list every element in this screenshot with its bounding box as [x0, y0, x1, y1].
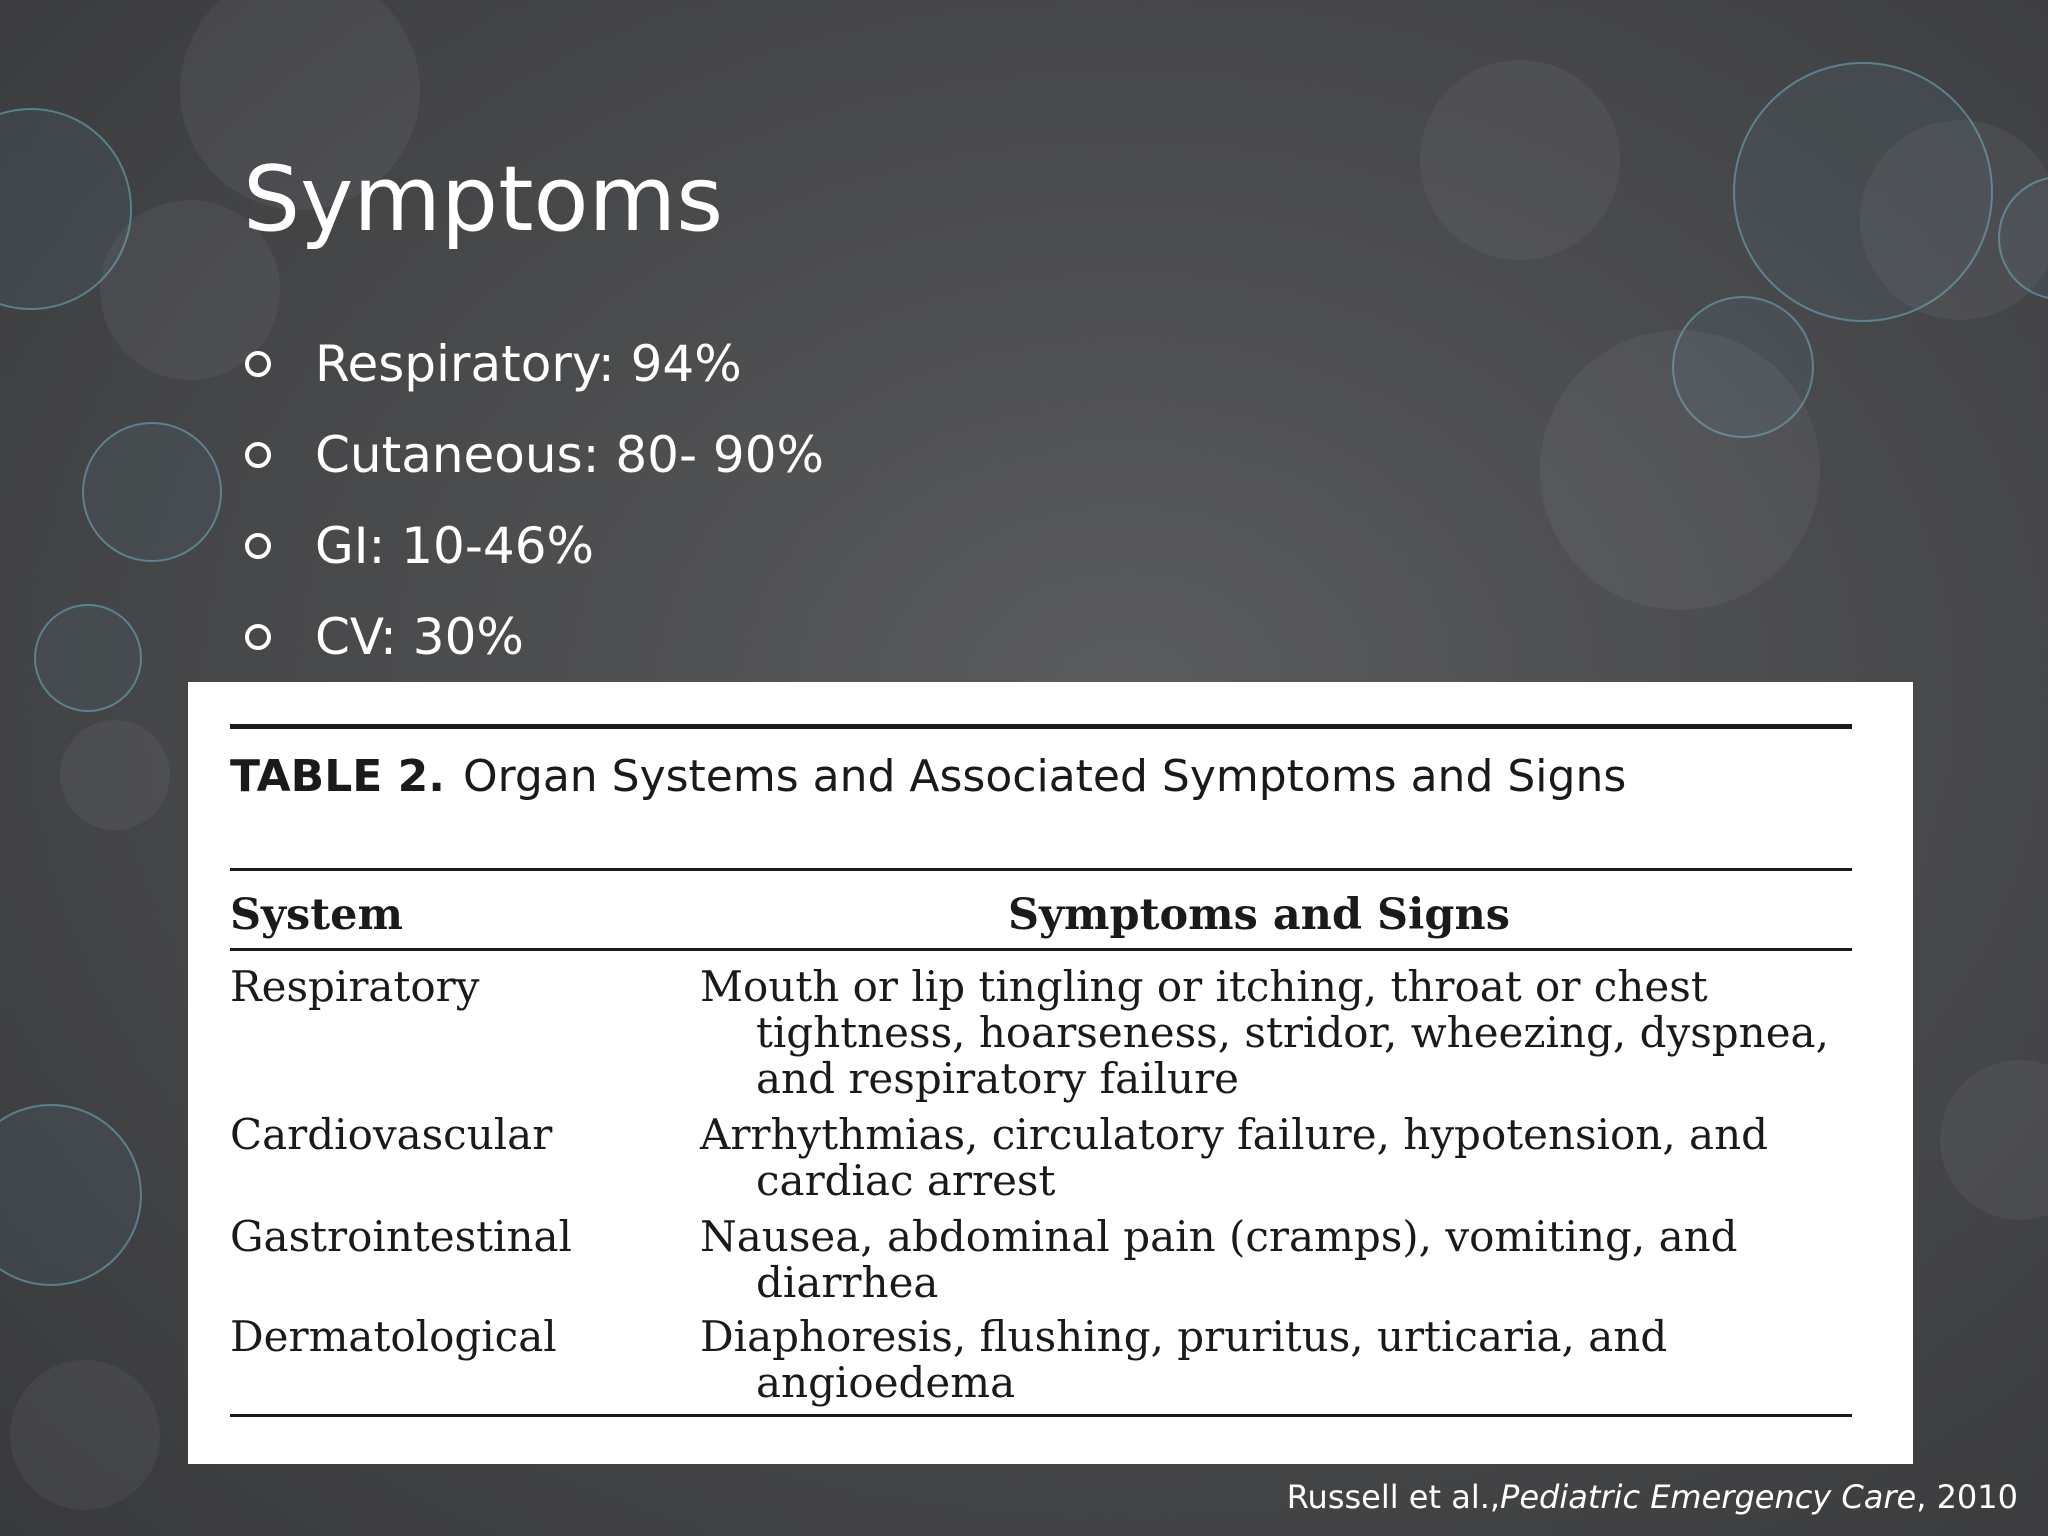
table-caption-text: Organ Systems and Associated Symptoms and Signs	[462, 751, 1627, 802]
row-symptoms: Mouth or lip tingling or itching, throat or chest tightness, hoarseness, stridor, wheezing, dyspnea, and respiratory failure	[700, 962, 1829, 1103]
hollow-circle-bullet-icon	[245, 442, 271, 468]
table-caption-label: TABLE 2.	[230, 751, 445, 802]
symptom-bullet-list	[245, 318, 824, 682]
bullet-text: CV: 30%	[315, 607, 524, 666]
citation-journal: Pediatric Emergency Care	[1500, 1478, 1917, 1516]
organ-systems-table-image	[188, 682, 1913, 1464]
column-header-symptoms: Symptoms and Signs	[1008, 890, 1510, 940]
table-header-rule	[230, 948, 1852, 951]
bullet-cv	[245, 591, 824, 682]
row-system: Respiratory	[230, 962, 480, 1011]
row-symptoms: Diaphoresis, flushing, pruritus, urticaria, and angioedema	[700, 1312, 1668, 1407]
bullet-respiratory	[245, 318, 824, 409]
citation-authors: Russell et al.,	[1286, 1478, 1501, 1516]
citation-year: , 2010	[1916, 1478, 2018, 1516]
row-system: Dermatological	[230, 1312, 557, 1361]
row-system: Gastrointestinal	[230, 1212, 572, 1261]
table-caption-rule	[230, 868, 1852, 871]
bullet-cutaneous	[245, 409, 824, 500]
column-header-system: System	[230, 890, 403, 940]
citation	[1287, 1478, 2018, 1516]
hollow-circle-bullet-icon	[245, 533, 271, 559]
table-caption	[230, 751, 1830, 802]
bullet-gi	[245, 500, 824, 591]
row-symptoms: Arrhythmias, circulatory failure, hypotension, and cardiac arrest	[700, 1110, 1769, 1205]
table-bottom-rule	[230, 1414, 1852, 1417]
bullet-text: Respiratory: 94%	[315, 334, 742, 393]
table-top-rule	[230, 724, 1852, 729]
hollow-circle-bullet-icon	[245, 624, 271, 650]
slide-title: Symptoms	[243, 147, 724, 252]
row-system: Cardiovascular	[230, 1110, 553, 1159]
row-symptoms: Nausea, abdominal pain (cramps), vomiting, and diarrhea	[700, 1212, 1738, 1307]
hollow-circle-bullet-icon	[245, 351, 271, 377]
bullet-text: GI: 10-46%	[315, 516, 595, 575]
bullet-text: Cutaneous: 80- 90%	[315, 425, 825, 484]
